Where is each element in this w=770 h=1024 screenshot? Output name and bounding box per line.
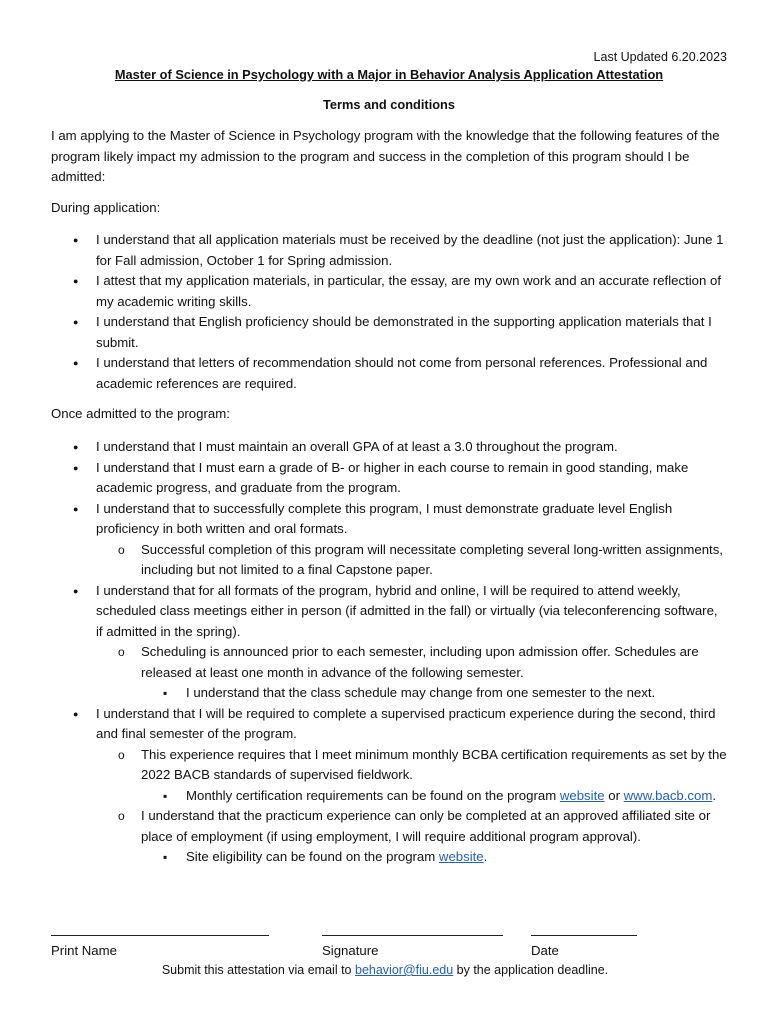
document-title: Master of Science in Psychology with a Major in Behavior Analysis Application Attestation (114, 67, 664, 82)
item-text: Site eligibility can be found on the program (186, 849, 436, 864)
item-text: Monthly certification requirements can be found on the program (186, 787, 557, 803)
print-name-label: Print Name (51, 943, 117, 958)
list-item: ● I understand that I will be required to complete a supervised practicum experience during the second, third and final semester of the program. (51, 704, 727, 745)
program-website-link[interactable]: website (559, 787, 605, 803)
signature-line[interactable] (322, 935, 503, 936)
list-item: ● I understand that English proficiency should be demonstrated in the supporting application materials that I submit. (51, 312, 727, 353)
sub-list-item: o Successful completion of this program will necessitate completing several long-written assignments, including but not limited to a final Capstone paper. (51, 540, 727, 581)
once-admitted-heading: Once admitted to the program: (51, 406, 230, 421)
date-line[interactable] (531, 935, 637, 936)
list-item: ● I understand that I must earn a grade of B- or higher in each course to remain in good standing, make academic progress, and graduate from the program. (51, 458, 727, 499)
date-label: Date (531, 943, 559, 958)
intro-paragraph: I am applying to the Master of Science in Psychology program with the knowledge that the following features of the program likely impact my admission to the program and success in the completion of this program should I be admitted: (51, 128, 720, 184)
footer-instructions (0, 960, 770, 981)
footer-text: Submit this attestation via email to (161, 963, 352, 977)
during-application-heading: During application: (51, 200, 161, 215)
list-item: ● I understand that to successfully complete this program, I must demonstrate graduate level English proficiency in both written and oral formats. (51, 499, 727, 540)
list-item: ● I understand that letters of recommendation should not come from personal references. Professional and academic references are required. (51, 353, 727, 394)
sub-list-item: o I understand that the practicum experience can only be completed at an approved affiliated site or place of employment (if using employment, I will require additional program approval). (51, 806, 727, 847)
footer-text: by the application deadline. (456, 963, 609, 977)
during-application-list (51, 230, 727, 394)
sub-list-item: o Scheduling is announced prior to each semester, including upon admission offer. Schedules are released at least one month in advance of the following semester. (51, 642, 727, 683)
item-text: . (483, 849, 488, 864)
sub-sub-list-item (51, 847, 727, 868)
once-admitted-list (51, 437, 727, 868)
site-eligibility-website-link[interactable]: website (438, 849, 484, 864)
list-item: ● I understand that for all formats of the program, hybrid and online, I will be required to attend weekly, scheduled class meetings either in person (if admitted in the fall) or virtually (via teleconferencing software, if admitted in the spring). (51, 581, 727, 643)
last-updated: Last Updated 6.20.2023 (593, 50, 727, 64)
sub-sub-list-item (51, 786, 727, 807)
list-item: ● I understand that all application materials must be received by the deadline (not just the application): June 1 for Fall admission, October 1 for Spring admission. (51, 230, 727, 271)
email-link[interactable]: behavior@fiu.edu (355, 963, 454, 977)
bacb-website-link[interactable]: www.bacb.com (623, 787, 713, 803)
print-name-line[interactable] (51, 935, 269, 936)
item-text: or (608, 787, 620, 803)
sub-list-item: o This experience requires that I meet minimum monthly BCBA certification requirements as set by the 2022 BACB standards of supervised fieldwork. (51, 745, 727, 786)
sub-sub-list-item: ▪ I understand that the class schedule may change from one semester to the next. (51, 683, 727, 704)
list-item: ● I understand that I must maintain an overall GPA of at least a 3.0 throughout the program. (51, 437, 727, 458)
document-subtitle: Terms and conditions (322, 97, 455, 112)
item-text: . (712, 787, 717, 803)
signature-label: Signature (322, 943, 379, 958)
list-item: ● I attest that my application materials, in particular, the essay, are my own work and an accurate reflection of my academic writing skills. (51, 271, 727, 312)
